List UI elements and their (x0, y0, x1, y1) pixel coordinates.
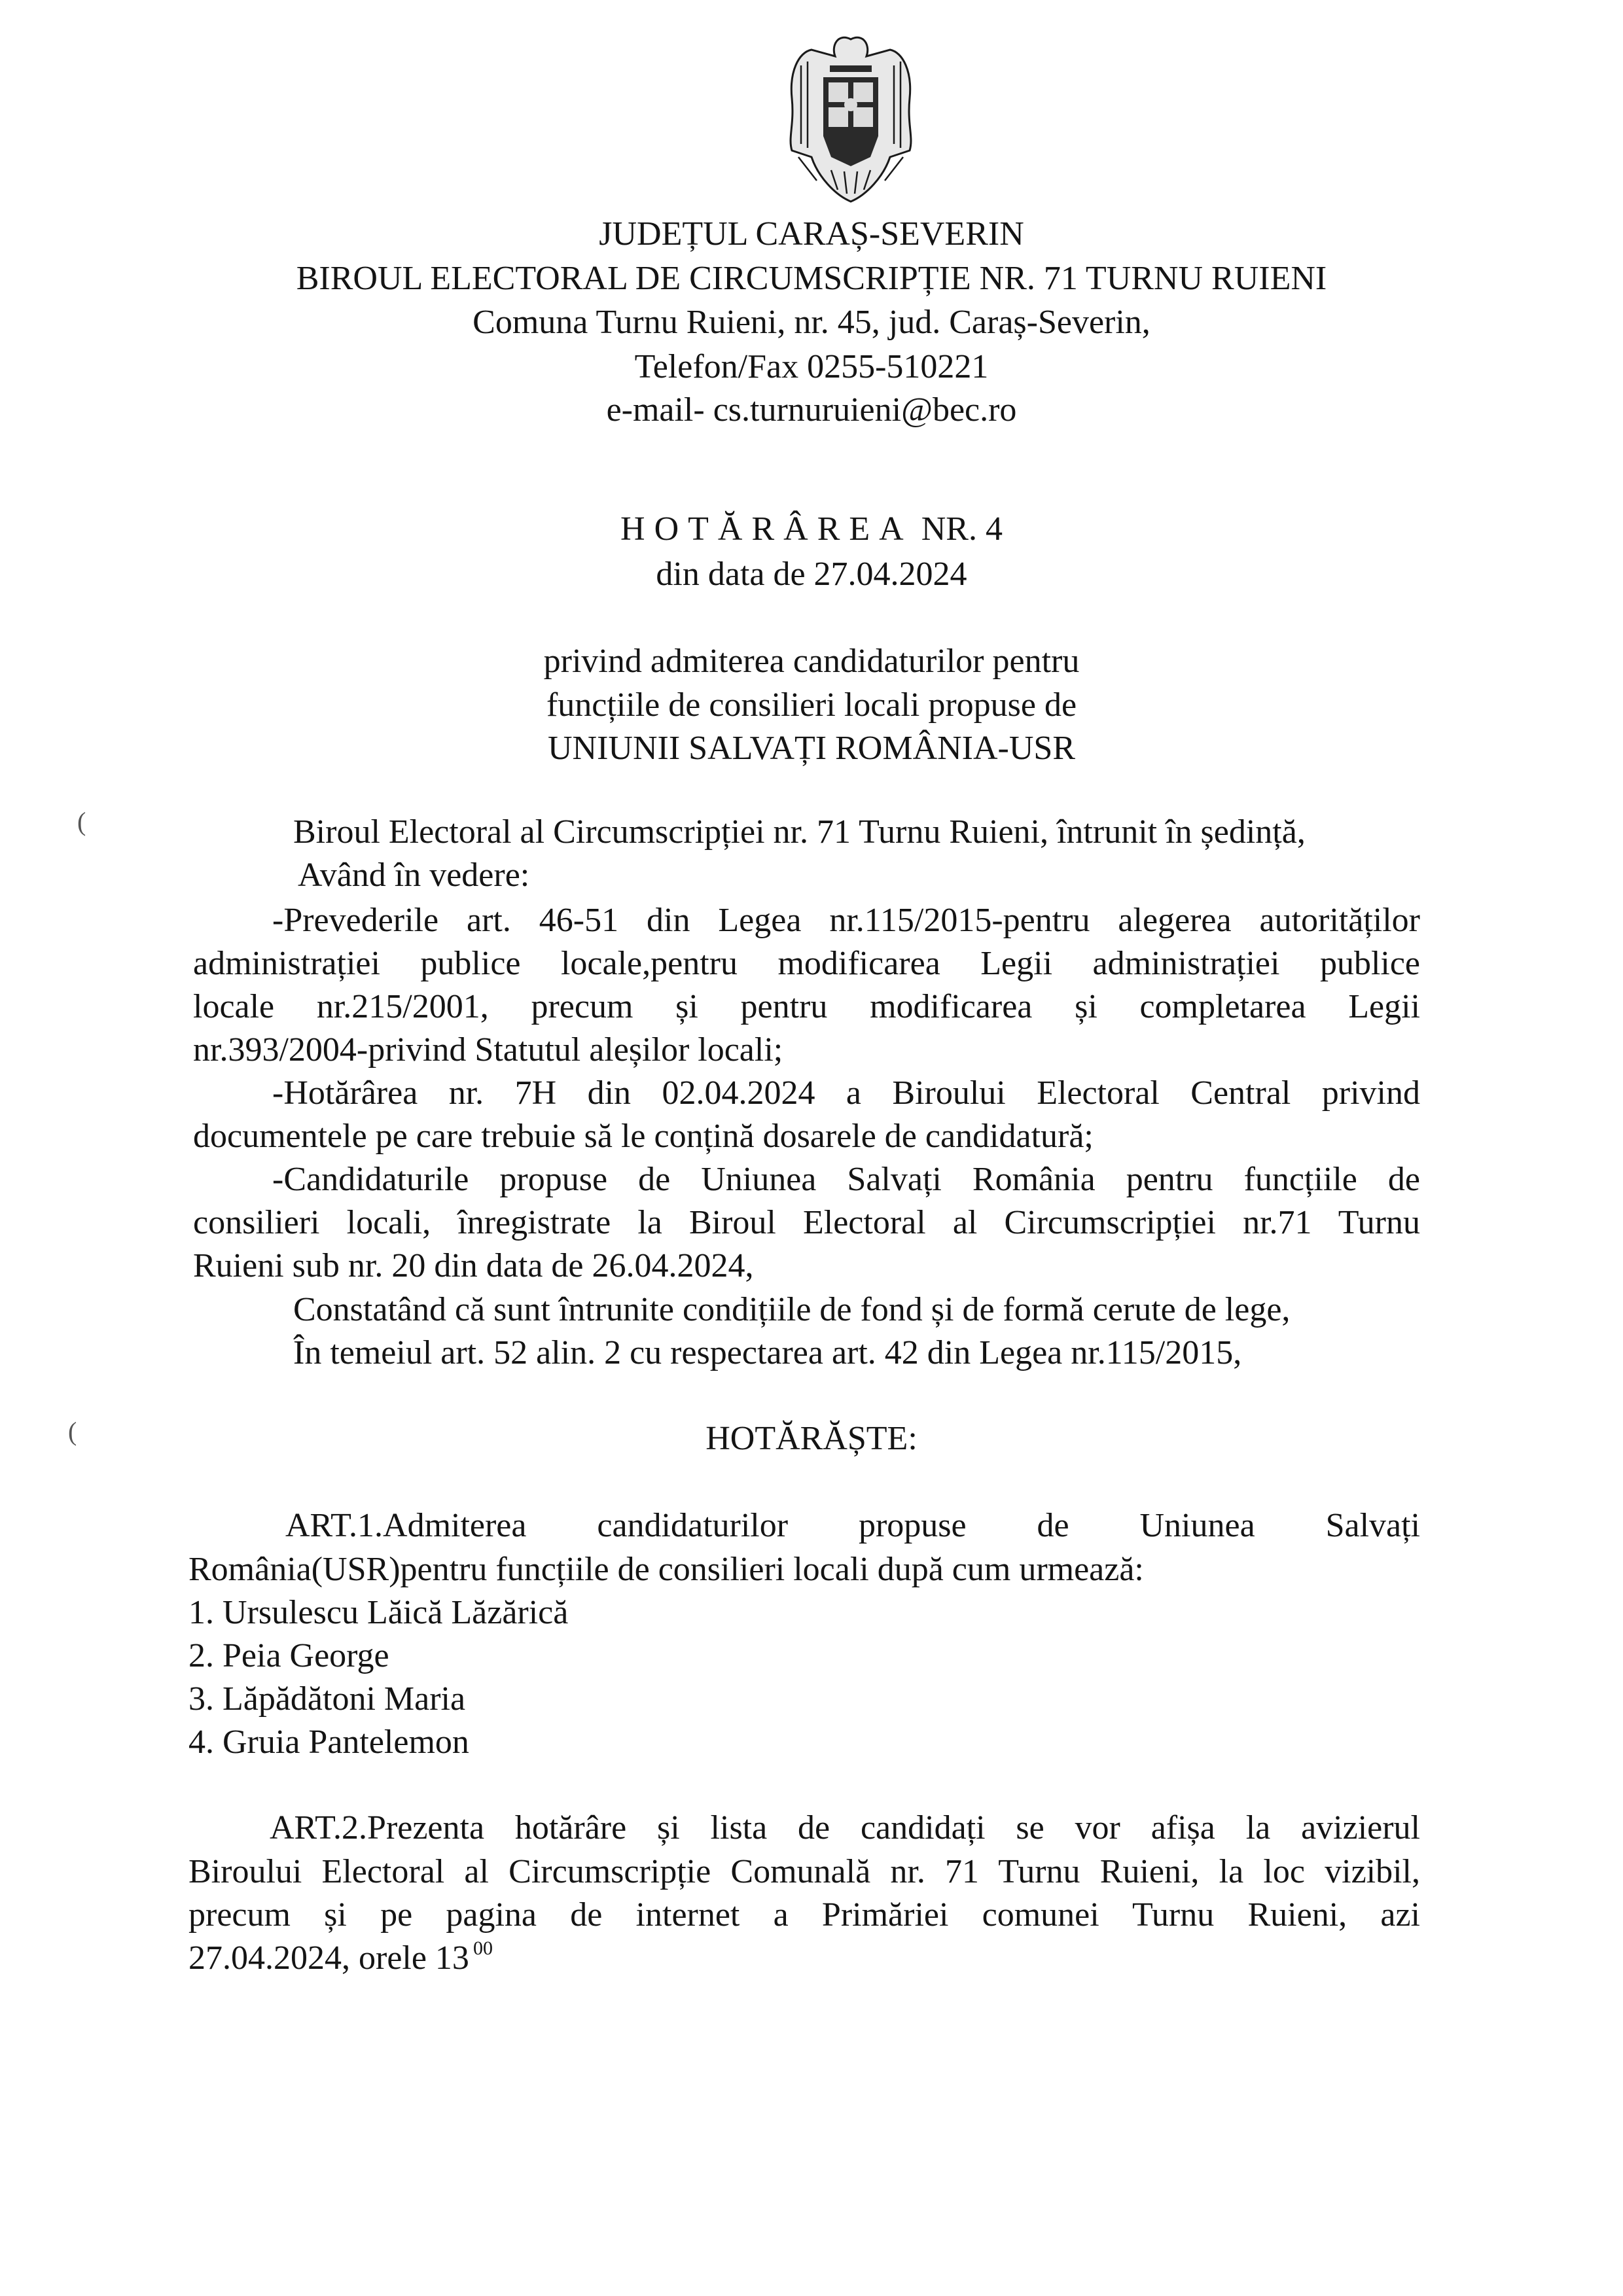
art1-line-2: România(USR)pentru funcțiile de consilieri locali după cum urmează: (188, 1551, 1144, 1588)
phone-line: Telefon/Fax 0255-510221 (634, 348, 989, 385)
preamble-legal-basis: În temeiul art. 52 alin. 2 cu respectarea art. 42 din Legea nr.115/2015, (293, 1334, 1242, 1371)
coat-of-arms-icon (772, 26, 929, 204)
art2-line-1: ART.2.Prezenta hotărâre și lista de candidați se vor afișa la avizierul (270, 1809, 1420, 1846)
preamble-intro: Biroul Electoral al Circumscripției nr. 71 Turnu Ruieni, întrunit în ședință, (293, 813, 1306, 851)
decision-title-word: HOTĂRÂREA (620, 510, 913, 548)
preamble-p1-line-3: locale nr.215/2001, precum și pentru modificarea și completarea Legii (193, 988, 1420, 1025)
preamble-p1-line-1: -Prevederile art. 46-51 din Legea nr.115/2015-pentru alegerea autorităților (272, 902, 1420, 939)
preamble-p1-line-2: administrației publice locale,pentru modificarea Legii administrației publice (193, 945, 1420, 982)
art2-last-line (188, 1937, 493, 1977)
preamble-p2-line-1: -Hotărârea nr. 7H din 02.04.2024 a Biroului Electoral Central privind (272, 1074, 1420, 1112)
subject-line-2: funcțiile de consilieri locali propuse de (546, 686, 1077, 724)
scan-mark: ( (68, 1417, 77, 1446)
preamble-p3-line-1: -Candidaturile propuse de Uniunea Salvați România pentru funcțiile de (272, 1161, 1420, 1198)
art2-line-2: Biroului Electoral al Circumscripție Comunală nr. 71 Turnu Ruieni, la loc vizibil, (188, 1853, 1420, 1890)
art2-time-superscript: 00 (473, 1937, 493, 1959)
art2-date-time: 27.04.2024, orele 13 (188, 1939, 469, 1977)
preamble-considering: Având în vedere: (298, 857, 530, 894)
preamble-p2-line-2: documentele pe care trebuie să le conțină dosarele de candidatură; (193, 1118, 1094, 1155)
email-line: e-mail- cs.turnuruieni@bec.ro (606, 391, 1017, 429)
address-line: Comuna Turnu Ruieni, nr. 45, jud. Caraș-Severin, (473, 304, 1150, 341)
scan-mark: ( (77, 807, 86, 836)
preamble-p1-line-4: nr.393/2004-privind Statutul aleșilor locali; (193, 1031, 783, 1069)
candidate-item: 4. Gruia Pantelemon (188, 1723, 469, 1761)
candidate-item: 1. Ursulescu Lăică Lăzărică (188, 1594, 569, 1631)
candidate-item: 3. Lăpădătoni Maria (188, 1680, 466, 1718)
art2-line-3: precum și pe pagina de internet a Primăriei comunei Turnu Ruieni, azi (188, 1896, 1420, 1934)
decision-date: din data de 27.04.2024 (656, 556, 967, 593)
decision-number: NR. 4 (921, 510, 1003, 548)
county-heading: JUDEȚUL CARAȘ-SEVERIN (599, 215, 1024, 253)
art1-line-1: ART.1.Admiterea candidaturilor propuse de Uniunea Salvați (285, 1507, 1420, 1544)
subject-line-1: privind admiterea candidaturilor pentru (543, 643, 1080, 680)
preamble-p3-line-2: consilieri locali, înregistrate la Biroul Electoral al Circumscripției nr.71 Turnu (193, 1204, 1420, 1241)
subject-line-3: UNIUNII SALVAȚI ROMÂNIA-USR (547, 730, 1076, 767)
preamble-conditions: Constatând că sunt întrunite condițiile de fond și de formă cerute de lege, (293, 1291, 1291, 1328)
decides-heading: HOTĂRĂȘTE: (705, 1420, 918, 1457)
office-heading: BIROUL ELECTORAL DE CIRCUMSCRIPȚIE NR. 71 TURNU RUIENI (296, 260, 1327, 297)
preamble-p3-line-3: Ruieni sub nr. 20 din data de 26.04.2024, (193, 1247, 754, 1284)
candidate-item: 2. Peia George (188, 1637, 389, 1674)
decision-title (0, 512, 1623, 546)
